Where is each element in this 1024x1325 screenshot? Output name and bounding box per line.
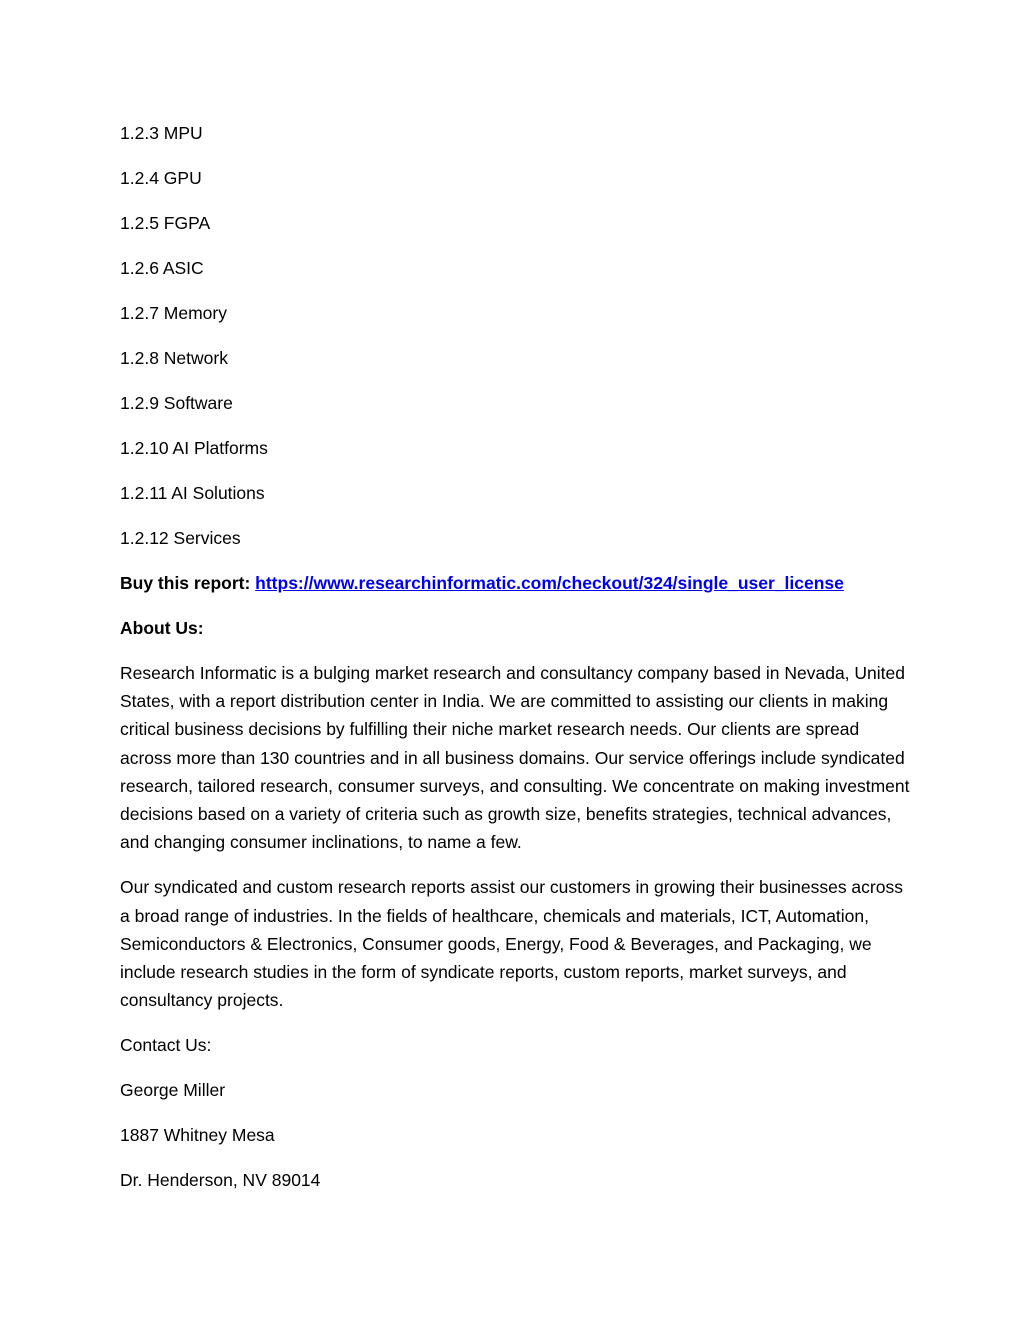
toc-item-network: 1.2.8 Network — [120, 348, 228, 368]
contact-us-heading: Contact Us: — [120, 1035, 212, 1056]
toc-item-asic: 1.2.6 ASIC — [120, 258, 204, 278]
toc-item-ai-solutions: 1.2.11 AI Solutions — [120, 483, 265, 503]
toc-item-gpu: 1.2.4 GPU — [120, 168, 202, 188]
buy-report-link[interactable]: https://www.researchinformatic.com/checkout/324/single_user_license — [255, 573, 844, 593]
about-us-paragraph-2: Our syndicated and custom research reports assist our customers in growing their businesses across a broad range of industries. In the fields of healthcare, chemicals and materials, ICT, Automation, Semiconductors & Electronics, Consumer goods, Energy, Food & Beverages, and Packaging, we include research studies in the form of syndicate reports, custom reports, market surveys, and consultancy projects. — [120, 877, 903, 1011]
contact-address-line-1: 1887 Whitney Mesa — [120, 1125, 275, 1146]
toc-item-mpu: 1.2.3 MPU — [120, 123, 203, 143]
buy-report-line — [120, 569, 910, 597]
toc-item-services: 1.2.12 Services — [120, 528, 241, 548]
toc-item-software: 1.2.9 Software — [120, 393, 233, 413]
toc-item-fgpa: 1.2.5 FGPA — [120, 213, 211, 233]
about-us-paragraph-1: Research Informatic is a bulging market research and consultancy company based in Nevada, United States, with a report distribution center in India. We are committed to assisting our clients in making critical business decisions by fulfilling their niche market research needs. Our clients are spread across more than 130 countries and in all business domains. Our service offerings include syndicated research, tailored research, consumer surveys, and consulting. We concentrate on making investment decisions based on a variety of criteria such as growth size, benefits strategies, technical advances, and changing consumer inclinations, to name a few. — [120, 663, 910, 853]
toc-item-memory: 1.2.7 Memory — [120, 303, 227, 323]
toc-item-ai-platforms: 1.2.10 AI Platforms — [120, 438, 268, 458]
about-us-heading: About Us: — [120, 618, 204, 638]
contact-address-line-2: Dr. Henderson, NV 89014 — [120, 1170, 321, 1191]
page-content — [120, 119, 910, 1211]
contact-name: George Miller — [120, 1080, 226, 1101]
buy-report-label: Buy this report: — [120, 573, 256, 593]
